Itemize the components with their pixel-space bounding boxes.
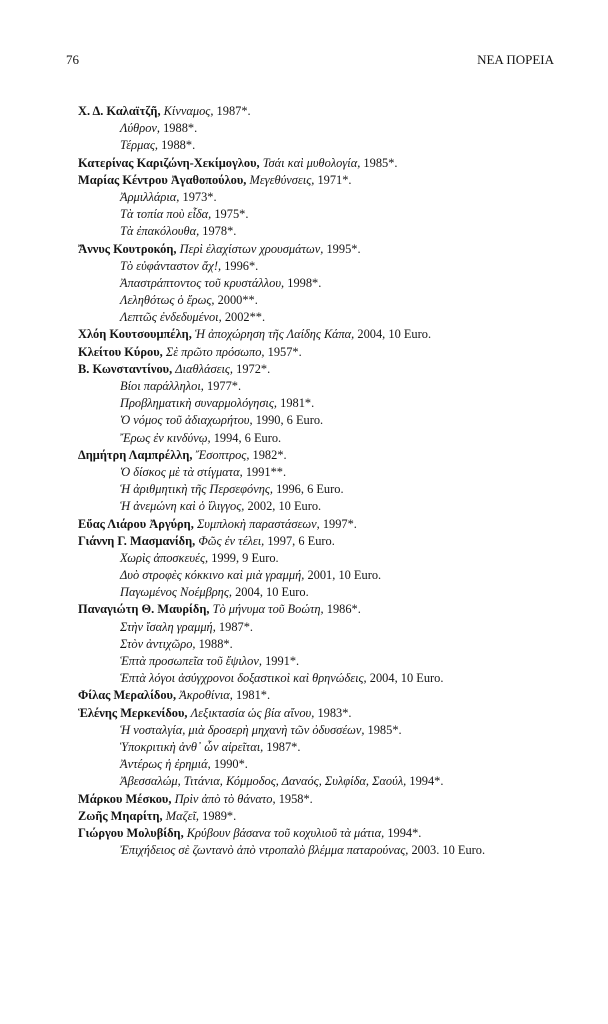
entry-year-price: 1994*.: [387, 825, 422, 840]
bibliography-entry: [78, 601, 548, 618]
entry-year-price: 1985*.: [363, 155, 398, 170]
entry-title: Ἔρως ἐν κινδύνῳ,: [120, 430, 211, 445]
entry-year-price: 1997, 6 Euro.: [267, 533, 335, 548]
entry-year-price: 1983*.: [317, 705, 352, 720]
entry-title: Προβληματικὴ συναρμολόγησις,: [120, 396, 278, 411]
entry-author: Κλείτου Κύρου,: [78, 344, 163, 359]
entry-author: Β. Κωνσταντίνου,: [78, 361, 173, 376]
entry-title: Ὁ δίσκος μὲ τὰ στίγματα,: [120, 464, 243, 479]
entry-title: Τὸ μήνυμα τοῦ Βοώτη,: [212, 602, 324, 617]
entry-year-price: 1990, 6 Euro.: [255, 413, 324, 428]
bibliography-entry: [78, 155, 548, 172]
entry-year-price: 1994, 6 Euro.: [213, 430, 282, 445]
entry-year-price: 1987*.: [216, 104, 251, 118]
entry-author: Γιώργου Μολυβίδη,: [78, 825, 184, 840]
entry-title: Περὶ ἐλαχίστων χρουσμάτων,: [179, 241, 324, 256]
entry-year-price: 2004, 10 Euro.: [235, 585, 309, 600]
entry-title: Λεληθότως ὁ ἔρως,: [120, 293, 215, 308]
bibliography-entry: [78, 309, 548, 326]
entry-year-price: 1988*.: [163, 121, 198, 136]
page-number: 76: [66, 52, 79, 67]
entry-title: Τὸ εὐφάνταστον ἄχ!,: [120, 258, 222, 273]
entry-author: Ζωῆς Μηαρίτη,: [78, 808, 163, 823]
bibliography-entry: [78, 378, 548, 395]
bibliography-entry: [78, 722, 548, 739]
entry-title: Ἡ νοσταλγία, μιὰ δροσερὴ μηχανὴ τῶν ὀδυσσέων,: [120, 722, 365, 737]
bibliography-entry: [78, 361, 548, 378]
entry-author: Χλόη Κουτσουμπέλη,: [78, 327, 192, 342]
entry-title: Στὸν ἀντιχῶρο,: [120, 636, 196, 651]
entry-title: Λεπτῶς ἐνδεδυμένοι,: [120, 310, 222, 325]
entry-year-price: 1998*.: [287, 275, 322, 290]
entry-author: Ἄννυς Κουτροκόη,: [78, 241, 177, 256]
entry-year-price: 1977*.: [207, 379, 242, 393]
entry-title: Ὑποκριτικὴ ἀνθ᾽ ὧν αἱρεῖται,: [120, 739, 264, 754]
entry-year-price: 2004, 10 Euro.: [357, 327, 432, 342]
entry-year-price: 2000**.: [217, 293, 258, 308]
entry-author: Εὔας Λιάρου Ἀργύρη,: [78, 516, 194, 531]
journal-title: ΝΕΑ ΠΟΡΕΙΑ: [477, 52, 554, 67]
entry-title: Ἀβεσσαλώμ, Τιτάνια, Κόμμοδος, Δαναός, Συλφίδα, Σαούλ,: [120, 774, 407, 789]
entry-title: Συμπλοκὴ παραστάσεων,: [196, 516, 320, 531]
entry-title: Ἑπτὰ προσωπεῖα τοῦ ἔψιλον,: [120, 654, 262, 668]
entry-title: Πρὶν ἀπὸ τὸ θάνατο,: [174, 791, 276, 806]
bibliography-entry: [78, 550, 548, 567]
entry-title: Ἀρμιλλάρια,: [120, 189, 180, 204]
entry-title: Κρύβουν βάσανα τοῦ κοχυλιοῦ τὰ μάτια,: [186, 825, 385, 840]
entry-year-price: 1958*.: [278, 791, 313, 806]
entry-title: Ἡ ἀποχώρηση τῆς Λαίδης Κάπα,: [194, 327, 355, 342]
entry-title: Δυὸ στροφὲς κόκκινο καὶ μιὰ γραμμή,: [120, 568, 305, 583]
entry-year-price: 1986*.: [326, 602, 361, 617]
entry-year-price: 1972*.: [236, 361, 271, 376]
bibliography-entry: [78, 412, 548, 429]
bibliography-entry: [78, 739, 548, 756]
entry-title: Λύθρον,: [120, 121, 160, 136]
bibliography-entry: [78, 808, 548, 825]
bibliography-entry: [78, 120, 548, 137]
bibliography-entry: [78, 498, 548, 515]
entry-year-price: 1978*.: [202, 224, 237, 239]
bibliography-entry: [78, 705, 548, 722]
entry-year-price: 1988*.: [161, 138, 196, 153]
bibliography-entry: [78, 481, 548, 498]
bibliography-entry: [78, 791, 548, 808]
bibliography-entry: [78, 292, 548, 309]
entry-title: Τὰ τοπία ποὺ εἶδα,: [120, 207, 212, 222]
bibliography-entry: [78, 275, 548, 292]
entry-year-price: 2002**.: [224, 310, 266, 325]
bibliography-entry: [78, 326, 548, 343]
entry-year-price: 1982*.: [252, 447, 287, 462]
bibliography-entry: [78, 533, 548, 550]
entry-title: Τέρμας,: [120, 138, 158, 153]
entry-year-price: 1990*.: [213, 757, 248, 772]
bibliography-entry: [78, 653, 548, 670]
entry-year-price: 2001, 10 Euro.: [307, 568, 382, 583]
entry-title: Ἡ ἀνεμώνη καὶ ὁ ἴλιγγος,: [120, 499, 245, 514]
bibliography-entry: [78, 825, 548, 842]
entry-title: Διαθλάσεις,: [175, 361, 234, 376]
entry-year-price: 1981*.: [280, 396, 315, 411]
bibliography-entry: [78, 842, 548, 859]
entry-title: Βίοι παράλληλοι,: [120, 379, 204, 393]
entry-author: Γιάννη Γ. Μασμανίδη,: [78, 533, 196, 548]
bibliography-entry: [78, 206, 548, 223]
entry-year-price: 1991**.: [245, 464, 287, 479]
bibliography-entry: [78, 430, 548, 447]
entry-author: Παναγιώτη Θ. Μαυρίδη,: [78, 602, 210, 617]
bibliography-entry: [78, 464, 548, 481]
entry-year-price: 1985*.: [367, 722, 402, 737]
entry-title: Μαζεῖ,: [165, 808, 200, 823]
entry-title: Μεγεθύνσεις,: [249, 172, 315, 187]
bibliography-entry: [78, 447, 548, 464]
bibliography-entry: [78, 687, 548, 704]
entry-author: Ἑλένης Μερκενίδου,: [78, 705, 188, 720]
entry-author: Κατερίνας Καριζώνη-Χεκίμογλου,: [78, 155, 260, 170]
bibliography-entry: [78, 636, 548, 653]
entry-year-price: 2003. 10 Euro.: [411, 843, 486, 858]
page-header: [66, 52, 554, 72]
entry-title: Παγωμένος Νοέμβρης,: [120, 585, 232, 600]
bibliography-entry: [78, 103, 548, 120]
entry-author: Φίλας Μεραλίδου,: [78, 688, 177, 703]
entry-title: Ὁ νόμος τοῦ ἀδιαχωρήτου,: [120, 413, 253, 428]
entry-title: Ἀντέρως ἡ ἐρημιά,: [120, 757, 211, 772]
entry-year-price: 1957*.: [267, 344, 302, 359]
entry-year-price: 1973*.: [182, 189, 217, 204]
bibliography-entry: [78, 172, 548, 189]
entry-author: Μάρκου Μέσκου,: [78, 791, 172, 806]
entry-title: Λεξικτασία ὡς βία αἴνου,: [190, 705, 315, 720]
entry-year-price: 1994*.: [409, 774, 444, 789]
entry-year-price: 1997*.: [322, 516, 357, 531]
entry-title: Ἀκροθίνια,: [179, 688, 233, 703]
bibliography-entry: [78, 395, 548, 412]
entry-year-price: 1987*.: [266, 739, 301, 754]
entry-title: Ἀπαστράπτοντος τοῦ κρυστάλλου,: [120, 275, 285, 290]
entry-title: Ἡ ἀριθμητικὴ τῆς Περσεφόνης,: [120, 482, 273, 497]
entry-title: Τὰ ἐπακόλουθα,: [120, 224, 200, 239]
bibliography-entry: [78, 516, 548, 533]
entry-year-price: 1996*.: [224, 258, 259, 273]
entry-author: Μαρίας Κέντρου Ἀγαθοπούλου,: [78, 172, 247, 187]
bibliography-entry: [78, 189, 548, 206]
bibliography-entry: [78, 756, 548, 773]
bibliography-entry: [78, 344, 548, 361]
entry-title: Ἐπιχήδειος σὲ ζωντανὸ ἀπὸ ντροπαλὸ βλέμμα παταρούνας,: [120, 843, 409, 858]
entry-year-price: 1971*.: [317, 172, 352, 187]
bibliography-entry: [78, 567, 548, 584]
entry-title: Φῶς ἐν τέλει,: [198, 533, 265, 548]
entry-title: Χωρὶς ἀποσκευές,: [120, 550, 209, 565]
entry-author: Δημήτρη Λαμπρέλλη,: [78, 447, 193, 462]
entry-year-price: 1981*.: [236, 688, 271, 703]
entry-year-price: 1989*.: [202, 808, 237, 823]
bibliography-list: [78, 103, 548, 859]
bibliography-entry: [78, 241, 548, 258]
entry-year-price: 1987*.: [218, 619, 253, 634]
entry-year-price: 1996, 6 Euro.: [276, 482, 344, 497]
entry-year-price: 1988*.: [198, 636, 233, 651]
entry-title: Σὲ πρῶτο πρόσωπο,: [165, 344, 265, 359]
bibliography-entry: [78, 670, 548, 687]
entry-title: Κίνναμος,: [163, 104, 214, 118]
entry-year-price: 1999, 9 Euro.: [211, 550, 279, 565]
bibliography-entry: [78, 137, 548, 154]
entry-author: Χ. Δ. Καλαϊτζῆ,: [78, 104, 161, 118]
entry-year-price: 1975*.: [214, 207, 249, 222]
entry-title: Τσάι καὶ μυθολογία,: [262, 155, 361, 170]
entry-title: Ἑπτὰ λόγοι ἀσύγχρονοι δοξαστικοὶ καὶ θρηνώδεις,: [120, 671, 367, 686]
bibliography-entry: [78, 773, 548, 790]
bibliography-entry: [78, 619, 548, 636]
bibliography-entry: [78, 258, 548, 275]
bibliography-entry: [78, 223, 548, 240]
entry-title: Ἔσοπτρος,: [195, 447, 250, 462]
entry-year-price: 1995*.: [326, 241, 361, 256]
entry-title: Στὴν ἴσαλη γραμμή,: [120, 619, 216, 634]
entry-year-price: 1991*.: [265, 654, 300, 668]
bibliography-entry: [78, 584, 548, 601]
entry-year-price: 2004, 10 Euro.: [369, 671, 444, 686]
entry-year-price: 2002, 10 Euro.: [247, 499, 322, 514]
